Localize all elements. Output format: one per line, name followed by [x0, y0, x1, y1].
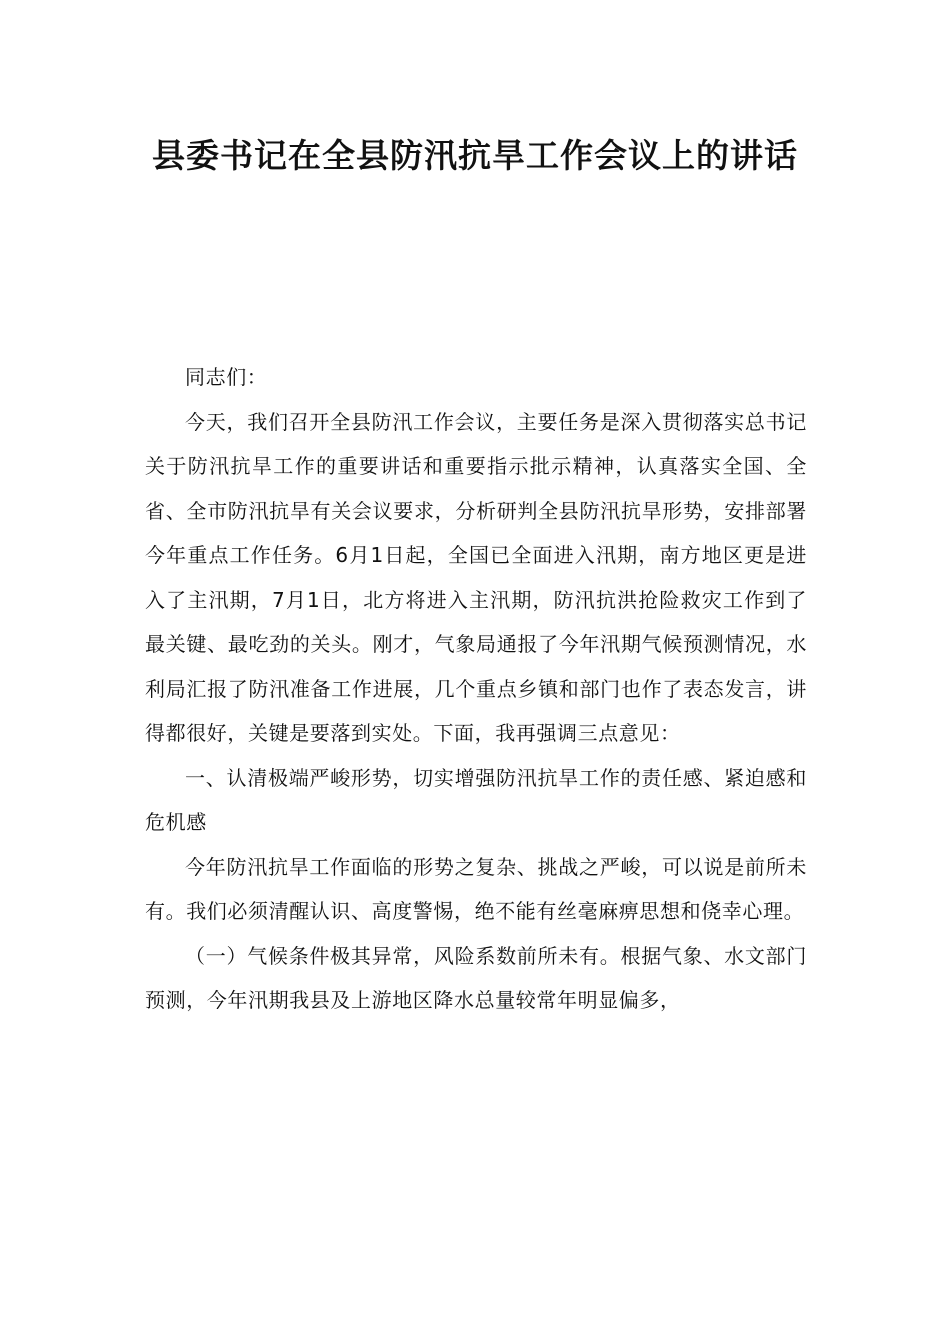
sub-item-1-paragraph: （一）气候条件极其异常，风险系数前所未有。根据气象、水文部门预测，今年汛期我县及上游地区降水总量较常年明显偏多， — [145, 943, 807, 1012]
document-title: 县委书记在全县防汛抗旱工作会议上的讲话 — [152, 136, 798, 175]
intro-paragraph: 今天，我们召开全县防汛工作会议，主要任务是深入贯彻落实总书记关于防汛抗旱工作的重要讲话和重要指示批示精神，认真落实全国、全省、全市防汛抗旱有关会议要求，分析研判全县防汛抗旱形势，安排部署今年重点工作任务。6月1日起，全国已全面进入汛期，南方地区更是进入了主汛期，7月1日，北方将进入主汛期，防汛抗洪抢险救灾工作到了最关键、最吃劲的关头。刚才，气象局通报了今年汛期气候预测情况，水利局汇报了防汛准备工作进展，几个重点乡镇和部门也作了表态发言，讲得都很好，关键是要落到实处。下面，我再强调三点意见： — [145, 409, 807, 745]
salutation-paragraph: 同志们： — [185, 365, 268, 389]
document-body — [145, 355, 807, 1023]
section-heading-1: 一、认清极端严峻形势，切实增强防汛抗旱工作的责任感、紧迫感和危机感 — [145, 765, 807, 834]
section-1-paragraph: 今年防汛抗旱工作面临的形势之复杂、挑战之严峻，可以说是前所未有。我们必须清醒认识、高度警惕，绝不能有丝毫麻痹思想和侥幸心理。 — [145, 854, 807, 923]
